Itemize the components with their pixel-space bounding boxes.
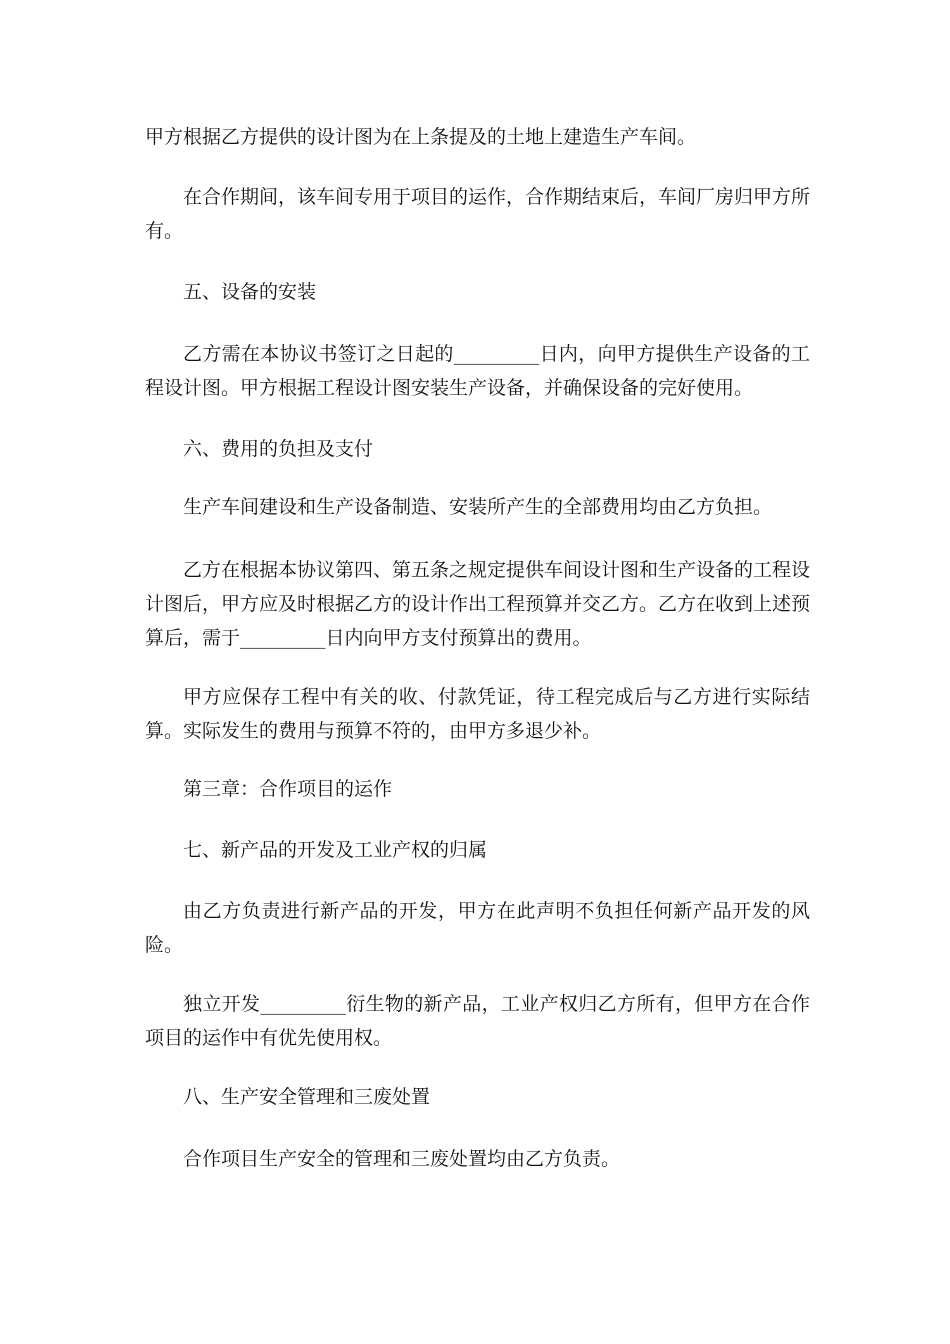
paragraph-independent-development: 独立开发_________衍生物的新产品，工业产权归乙方所有，但甲方在合作项目的运作中有优先使用权。 <box>145 993 810 1049</box>
paragraph-settlement: 甲方应保存工程中有关的收、付款凭证，待工程完成后与乙方进行实际结算。实际发生的费用与预算不符的，由甲方多退少补。 <box>145 686 810 742</box>
section-heading-costs-payment: 六、费用的负担及支付 <box>183 438 374 460</box>
section-heading-equipment-installation: 五、设备的安装 <box>183 281 317 303</box>
paragraph-workshop-ownership: 在合作期间，该车间专用于项目的运作，合作期结束后，车间厂房归甲方所有。 <box>145 186 811 242</box>
section-heading-safety-waste: 八、生产安全管理和三废处置 <box>183 1086 431 1108</box>
paragraph-costs-borne: 生产车间建设和生产设备制造、安装所产生的全部费用均由乙方负担。 <box>183 496 773 518</box>
paragraph-workshop-construction: 甲方根据乙方提供的设计图为在上条提及的土地上建造生产车间。 <box>145 126 697 148</box>
paragraph-equipment-design: 乙方需在本协议书签订之日起的_________日内，向甲方提供生产设备的工程设计图。甲方根据工程设计图安装生产设备，并确保设备的完好使用。 <box>145 343 810 399</box>
paragraph-budget-payment: 乙方在根据本协议第四、第五条之规定提供车间设计图和生产设备的工程设计图后，甲方应及时根据乙方的设计作出工程预算并交乙方。乙方在收到上述预算后，需于_________日内向甲方支付预算出的费用。 <box>145 559 811 649</box>
paragraph-safety-waste: 合作项目生产安全的管理和三废处置均由乙方负责。 <box>183 1148 621 1170</box>
paragraph-product-development: 由乙方负责进行新产品的开发，甲方在此声明不负担任何新产品开发的风险。 <box>145 900 810 956</box>
chapter-heading-project-operation: 第三章：合作项目的运作 <box>183 778 393 800</box>
section-heading-new-products: 七、新产品的开发及工业产权的归属 <box>183 839 488 861</box>
